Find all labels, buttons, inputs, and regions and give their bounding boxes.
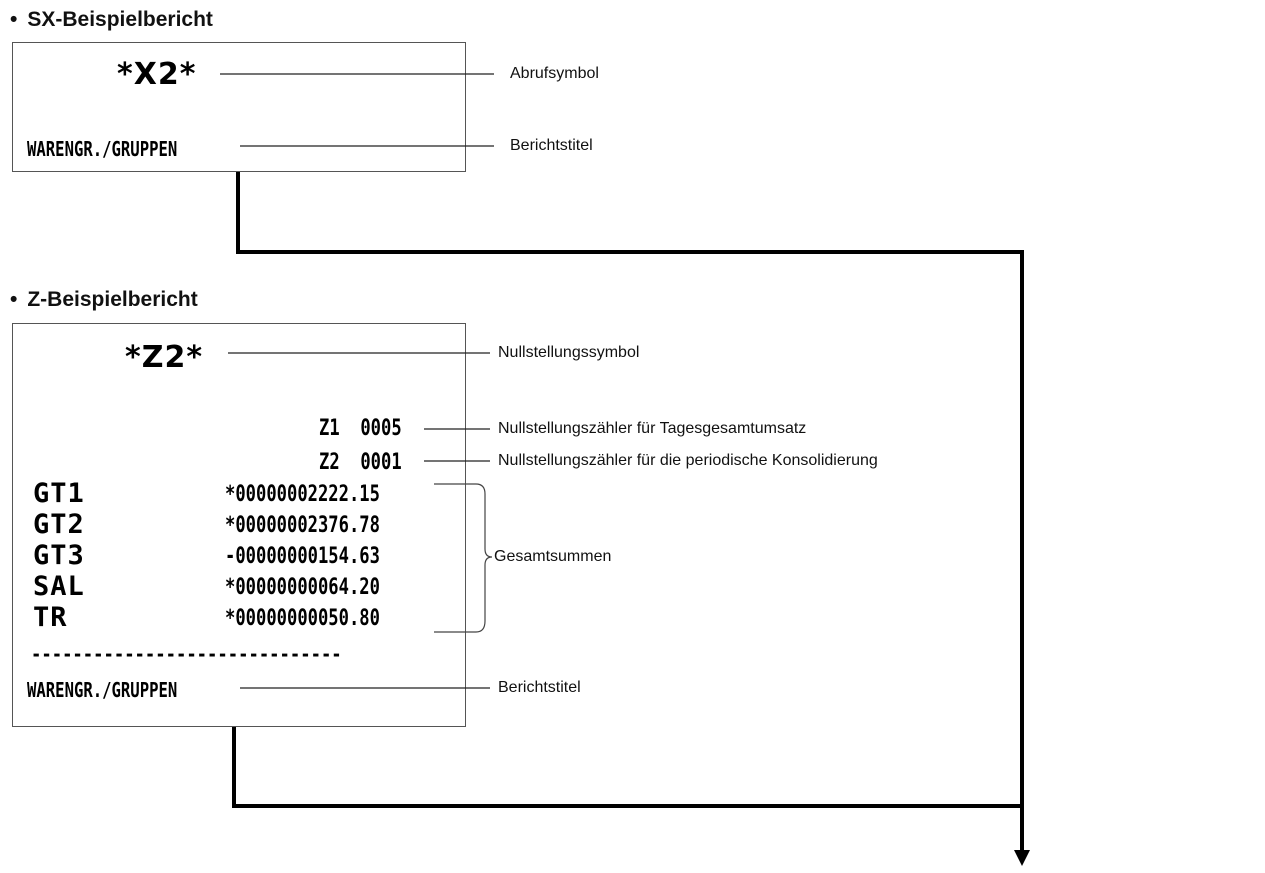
callout-gesamtsummen: Gesamtsummen xyxy=(494,548,612,565)
z-receipt xyxy=(12,323,466,727)
total-label-gt2: GT2 xyxy=(33,509,85,540)
sx-report-title: WARENGR./GRUPPEN xyxy=(27,137,178,161)
bullet: • xyxy=(10,8,18,31)
sx-report-heading xyxy=(10,8,213,32)
total-value-tr: *00000000050.80 xyxy=(225,606,380,631)
sx-receipt xyxy=(12,42,466,172)
total-label-gt3: GT3 xyxy=(33,540,85,571)
counter-label: Z1 xyxy=(319,416,340,441)
z2-counter xyxy=(319,450,402,475)
callout-sx-berichtstitel: Berichtstitel xyxy=(510,137,593,154)
callout-z2: Nullstellungszähler für die periodische Konsolidierung xyxy=(498,452,878,469)
counter-value: 0001 xyxy=(360,450,402,475)
sx-symbol: *X2* xyxy=(117,57,197,92)
flow-line-z xyxy=(234,727,1022,806)
separator-line: ------------------------------ xyxy=(31,642,342,666)
total-value-sal: *00000000064.20 xyxy=(225,575,380,600)
counter-value: 0005 xyxy=(360,416,402,441)
flow-arrow-head xyxy=(1014,850,1030,866)
z-report-title: WARENGR./GRUPPEN xyxy=(27,678,178,702)
z1-counter xyxy=(319,416,402,441)
total-value-gt1: *00000002222.15 xyxy=(225,482,380,507)
callout-nullstellungssymbol: Nullstellungssymbol xyxy=(498,344,640,361)
callout-abrufsymbol: Abrufsymbol xyxy=(510,65,599,82)
total-value-gt2: *00000002376.78 xyxy=(225,513,380,538)
callout-z-berichtstitel: Berichtstitel xyxy=(498,679,581,696)
z-report-heading-text: Z-Beispielbericht xyxy=(27,288,198,311)
total-label-gt1: GT1 xyxy=(33,478,85,509)
z-report-heading xyxy=(10,288,198,312)
z-symbol: *Z2* xyxy=(125,340,204,375)
callout-z1: Nullstellungszähler für Tagesgesamtumsatz xyxy=(498,420,807,437)
sx-report-heading-text: SX-Beispielbericht xyxy=(27,8,213,31)
total-label-sal: SAL xyxy=(33,571,85,602)
bullet: • xyxy=(10,288,18,311)
total-label-tr: TR xyxy=(33,602,68,633)
total-value-gt3: -00000000154.63 xyxy=(225,544,380,569)
counter-label: Z2 xyxy=(319,450,340,475)
